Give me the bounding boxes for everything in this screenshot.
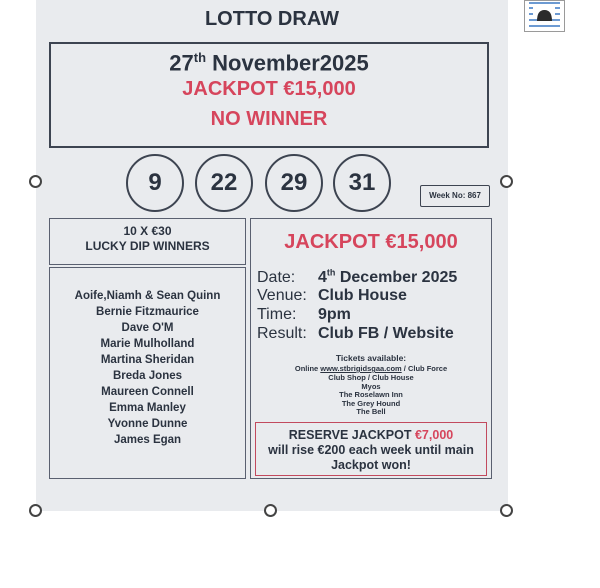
winner-name: Bernie Fitzmaurice — [96, 306, 199, 318]
resize-handle-left[interactable] — [29, 175, 42, 188]
winner-name: Dave O'M — [121, 322, 174, 334]
no-winner-text: NO WINNER — [210, 108, 328, 130]
reserve-jackpot-box — [255, 422, 487, 476]
winner-name: Maureen Connell — [101, 386, 194, 398]
drawn-number-2: 22 — [195, 154, 253, 212]
draw-date: 27th November2025 — [169, 50, 369, 76]
resize-handle-right[interactable] — [500, 175, 513, 188]
lucky-dip-count: 10 X €30 — [123, 224, 172, 238]
next-draw-box — [250, 218, 492, 479]
ticket-outlet: Club Shop / Club House — [328, 373, 414, 382]
winner-name: Emma Manley — [109, 402, 186, 414]
ticket-outlet: The Grey Hound — [341, 399, 401, 408]
next-draw-time: Time: 9pm — [257, 306, 351, 323]
layout-options-button[interactable] — [524, 0, 565, 32]
lucky-dip-title: LUCKY DIP WINNERS — [85, 239, 210, 253]
winner-name: James Egan — [113, 434, 182, 446]
tickets-online: Online www.stbrigidsgaa.com / Club Force — [294, 364, 448, 373]
winner-name: Breda Jones — [112, 370, 183, 382]
tickets-heading: Tickets available: — [335, 353, 407, 363]
ticket-outlet: The Bell — [356, 407, 386, 416]
drawn-number-4: 31 — [333, 154, 391, 212]
next-draw-date: Date: 4th December 2025 — [257, 268, 458, 287]
layout-options-icon — [525, 1, 564, 31]
ticket-outlet: Myos — [361, 382, 381, 391]
next-draw-result: Result: Club FB / Website — [257, 325, 454, 342]
resize-handle-bottom-left[interactable] — [29, 504, 42, 517]
ticket-outlet: The Roselawn Inn — [339, 390, 403, 399]
lucky-dip-header — [49, 218, 246, 265]
winner-name: Martina Sheridan — [100, 354, 195, 366]
winner-name: Marie Mulholland — [100, 338, 195, 350]
winner-name: Aoife,Niamh & Sean Quinn — [74, 290, 221, 302]
poster-title: LOTTO DRAW — [204, 8, 340, 30]
jackpot-text: JACKPOT €15,000 — [182, 78, 356, 100]
drawn-number-3: 29 — [265, 154, 323, 212]
lotto-poster-image[interactable] — [36, 0, 508, 511]
reserve-jackpot-line3: Jackpot won! — [331, 458, 411, 472]
drawn-number-1: 9 — [126, 154, 184, 212]
next-jackpot: JACKPOT €15,000 — [284, 231, 458, 253]
resize-handle-bottom[interactable] — [264, 504, 277, 517]
reserve-jackpot-title: RESERVE JACKPOT €7,000 — [288, 428, 454, 442]
week-number-badge: Week No: 867 — [420, 185, 490, 207]
next-draw-venue: Venue: Club House — [257, 287, 407, 304]
draw-date-box — [49, 42, 489, 148]
winner-name: Yvonne Dunne — [107, 418, 188, 430]
reserve-jackpot-line2: will rise €200 each week until main — [268, 443, 474, 457]
resize-handle-bottom-right[interactable] — [500, 504, 513, 517]
winners-list — [49, 267, 246, 479]
